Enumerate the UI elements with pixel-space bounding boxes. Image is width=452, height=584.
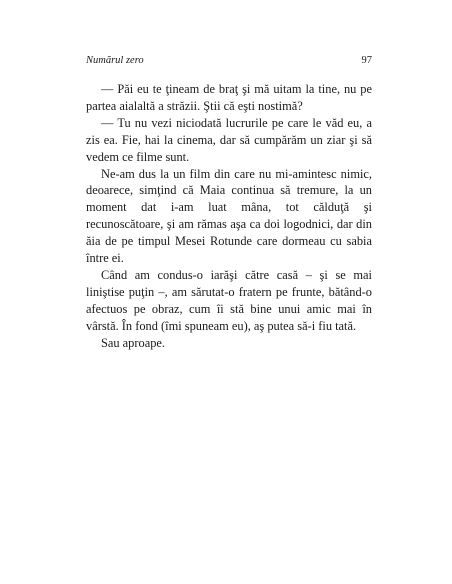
paragraph-cinema: Ne-am dus la un film din care nu mi-amintesc nimic, deoarece, simţind că Maia continua să tremure, la un moment dat i-am luat mâna, tot călduţă şi recunoscătoare, şi am rămas aşa ca doi logodnici, dar din ăia de pe timpul Mesei Rotunde care dormeau cu sabia între ei. [86, 166, 372, 266]
paragraph-closing: Sau aproape. [101, 335, 165, 350]
running-header [86, 55, 372, 69]
running-title: Numărul zero [86, 55, 144, 66]
paragraph-dialogue-2: — Tu nu vezi niciodată lucrurile pe care le văd eu, a zis ea. Fie, hai la cinema, dar să cumpărăm un ziar şi să vedem ce filme sunt. [86, 115, 372, 164]
paragraph-dialogue-1: — Păi eu te ţineam de braţ şi mă uitam la tine, nu pe partea aialaltă a străzii. Ştii că eşti nostimă? [86, 82, 372, 113]
body-text [86, 81, 372, 352]
page-number: 97 [361, 55, 372, 66]
paragraph-walk-home: Când am condus-o iarăşi către casă – şi se mai liniştise puţin –, am sărutat-o fratern pe frunte, bătând-o afectuos pe obraz, cum îi stă bine unui amic mai în vârstă. În fond (îmi spuneam eu), aş putea să-i fiu tată. [86, 267, 372, 333]
